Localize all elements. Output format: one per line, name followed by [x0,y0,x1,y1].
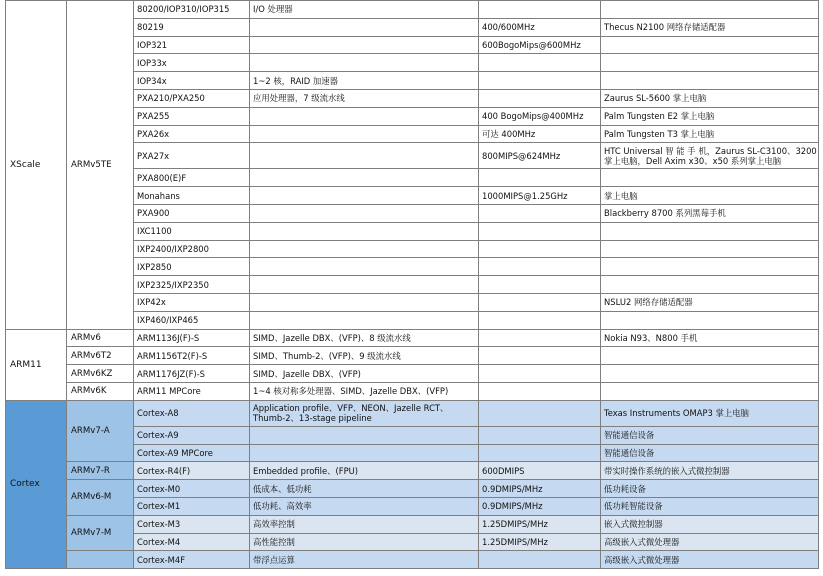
architecture-cell: ARMv6T2 [67,347,134,365]
table-row [6,382,819,400]
core-cell: 80200/IOP310/IOP315 [134,1,250,19]
performance-cell [479,365,601,383]
core-cell: PXA27x [134,143,250,169]
performance-cell [479,72,601,90]
feature-cell: 带浮点运算 [250,551,479,569]
performance-cell: 1000MIPS@1.25GHz [479,187,601,205]
table-row [6,400,819,426]
feature-cell [250,107,479,125]
feature-cell [250,240,479,258]
performance-cell: 600DMIPS [479,462,601,480]
arm-processor-table [5,0,819,569]
application-cell [601,169,819,187]
table-row [6,347,819,365]
application-cell: 低功耗设备 [601,480,819,498]
feature-cell [250,204,479,222]
family-cell: ARM11 [6,329,67,400]
performance-cell [479,89,601,107]
core-cell: Cortex-R4(F) [134,462,250,480]
core-cell: ARM11 MPCore [134,382,250,400]
application-cell: Nokia N93、N800 手机 [601,329,819,347]
architecture-cell: ARMv6KZ [67,365,134,383]
core-cell: Cortex-M4 [134,533,250,551]
architecture-cell: ARMv7-A [67,400,134,462]
feature-cell: 低功耗、高效率 [250,497,479,515]
table-row [6,329,819,347]
performance-cell [479,293,601,311]
feature-cell: 应用处理器，7 级流水线 [250,89,479,107]
application-cell: 高级嵌入式微处理器 [601,533,819,551]
feature-cell [250,444,479,462]
application-cell [601,276,819,294]
application-cell [601,54,819,72]
application-cell: 智能通信设备 [601,444,819,462]
performance-cell [479,222,601,240]
architecture-cell: ARMv6 [67,329,134,347]
application-cell [601,258,819,276]
application-cell: HTC Universal 智 能 手 机，Zaurus SL-C3100、3200 掌上电脑，Dell Axim x30、x50 系列掌上电脑 [601,143,819,169]
architecture-cell: ARMv7-R [67,462,134,480]
feature-cell [250,54,479,72]
application-cell: 低功耗智能设备 [601,497,819,515]
feature-cell: 1~2 核，RAID 加速器 [250,72,479,90]
performance-cell [479,276,601,294]
performance-cell: 600BogoMips@600MHz [479,36,601,54]
application-cell [601,36,819,54]
application-cell: 高级嵌入式微处理器 [601,551,819,569]
table-row [6,480,819,498]
core-cell: IOP321 [134,36,250,54]
architecture-cell: ARMv7-M [67,515,134,551]
core-cell: IOP33x [134,54,250,72]
architecture-cell: ARMv6-M [67,480,134,516]
feature-cell [250,276,479,294]
feature-cell: 1~4 核对称多处理器、SIMD、Jazelle DBX、(VFP) [250,382,479,400]
family-cell: XScale [6,1,67,330]
core-cell: PXA26x [134,125,250,143]
feature-cell [250,222,479,240]
table-row [6,365,819,383]
core-cell: Cortex-M1 [134,497,250,515]
architecture-cell [67,551,134,569]
application-cell: Texas Instruments OMAP3 掌上电脑 [601,400,819,426]
performance-cell: 400 BogoMips@400MHz [479,107,601,125]
performance-cell: 1.25DMIPS/MHz [479,533,601,551]
application-cell: 嵌入式微控制器 [601,515,819,533]
core-cell: Cortex-A9 [134,426,250,444]
application-cell [601,72,819,90]
feature-cell: 低成本、低功耗 [250,480,479,498]
performance-cell [479,444,601,462]
table-row [6,462,819,480]
application-cell [601,1,819,19]
core-cell: PXA900 [134,204,250,222]
performance-cell [479,347,601,365]
core-cell: Cortex-A8 [134,400,250,426]
feature-cell [250,311,479,329]
application-cell [601,365,819,383]
table-body [6,1,819,569]
performance-cell [479,240,601,258]
feature-cell: 高效率控制 [250,515,479,533]
application-cell: 智能通信设备 [601,426,819,444]
application-cell: Thecus N2100 网络存储适配器 [601,18,819,36]
application-cell: 带实时操作系统的嵌入式微控制器 [601,462,819,480]
feature-cell [250,169,479,187]
feature-cell [250,36,479,54]
table-row [6,551,819,569]
performance-cell: 400/600MHz [479,18,601,36]
performance-cell: 可达 400MHz [479,125,601,143]
performance-cell [479,400,601,426]
feature-cell [250,18,479,36]
application-cell: Zaurus SL-5600 掌上电脑 [601,89,819,107]
performance-cell [479,382,601,400]
feature-cell: I/O 处理器 [250,1,479,19]
performance-cell [479,426,601,444]
core-cell: IXP2850 [134,258,250,276]
feature-cell [250,293,479,311]
application-cell [601,382,819,400]
core-cell: Cortex-M0 [134,480,250,498]
performance-cell [479,54,601,72]
performance-cell: 1.25DMIPS/MHz [479,515,601,533]
feature-cell: Application profile、VFP、NEON、Jazelle RCT、Thumb-2、13-stage pipeline [250,400,479,426]
performance-cell: 0.9DMIPS/MHz [479,480,601,498]
performance-cell: 800MIPS@624MHz [479,143,601,169]
core-cell: PXA255 [134,107,250,125]
application-cell: NSLU2 网络存储适配器 [601,293,819,311]
performance-cell: 0.9DMIPS/MHz [479,497,601,515]
performance-cell [479,311,601,329]
performance-cell [479,551,601,569]
core-cell: ARM1136J(F)-S [134,329,250,347]
table-row [6,515,819,533]
core-cell: IXP2325/IXP2350 [134,276,250,294]
application-cell [601,240,819,258]
core-cell: PXA210/PXA250 [134,89,250,107]
feature-cell: SIMD、Jazelle DBX、(VFP) [250,365,479,383]
feature-cell [250,426,479,444]
application-cell [601,347,819,365]
core-cell: IXC1100 [134,222,250,240]
performance-cell [479,329,601,347]
core-cell: Cortex-M3 [134,515,250,533]
application-cell: Palm Tungsten T3 掌上电脑 [601,125,819,143]
application-cell [601,222,819,240]
core-cell: IXP42x [134,293,250,311]
feature-cell: SIMD、Jazelle DBX、(VFP)、8 级流水线 [250,329,479,347]
core-cell: ARM1156T2(F)-S [134,347,250,365]
core-cell: IXP460/IXP465 [134,311,250,329]
feature-cell [250,143,479,169]
family-cell: Cortex [6,400,67,568]
feature-cell: SIMD、Thumb-2、(VFP)、9 级流水线 [250,347,479,365]
architecture-cell: ARMv6K [67,382,134,400]
core-cell: Monahans [134,187,250,205]
application-cell [601,311,819,329]
core-cell: 80219 [134,18,250,36]
core-cell: ARM1176JZ(F)-S [134,365,250,383]
performance-cell [479,169,601,187]
feature-cell [250,125,479,143]
application-cell: Palm Tungsten E2 掌上电脑 [601,107,819,125]
application-cell: Blackberry 8700 系列黑莓手机 [601,204,819,222]
performance-cell [479,258,601,276]
performance-cell [479,204,601,222]
performance-cell [479,1,601,19]
application-cell: 掌上电脑 [601,187,819,205]
feature-cell [250,187,479,205]
core-cell: Cortex-A9 MPCore [134,444,250,462]
core-cell: IOP34x [134,72,250,90]
core-cell: PXA800(E)F [134,169,250,187]
core-cell: Cortex-M4F [134,551,250,569]
architecture-cell: ARMv5TE [67,1,134,330]
feature-cell: Embedded profile、(FPU) [250,462,479,480]
table-row [6,1,819,19]
feature-cell [250,258,479,276]
core-cell: IXP2400/IXP2800 [134,240,250,258]
feature-cell: 高性能控制 [250,533,479,551]
